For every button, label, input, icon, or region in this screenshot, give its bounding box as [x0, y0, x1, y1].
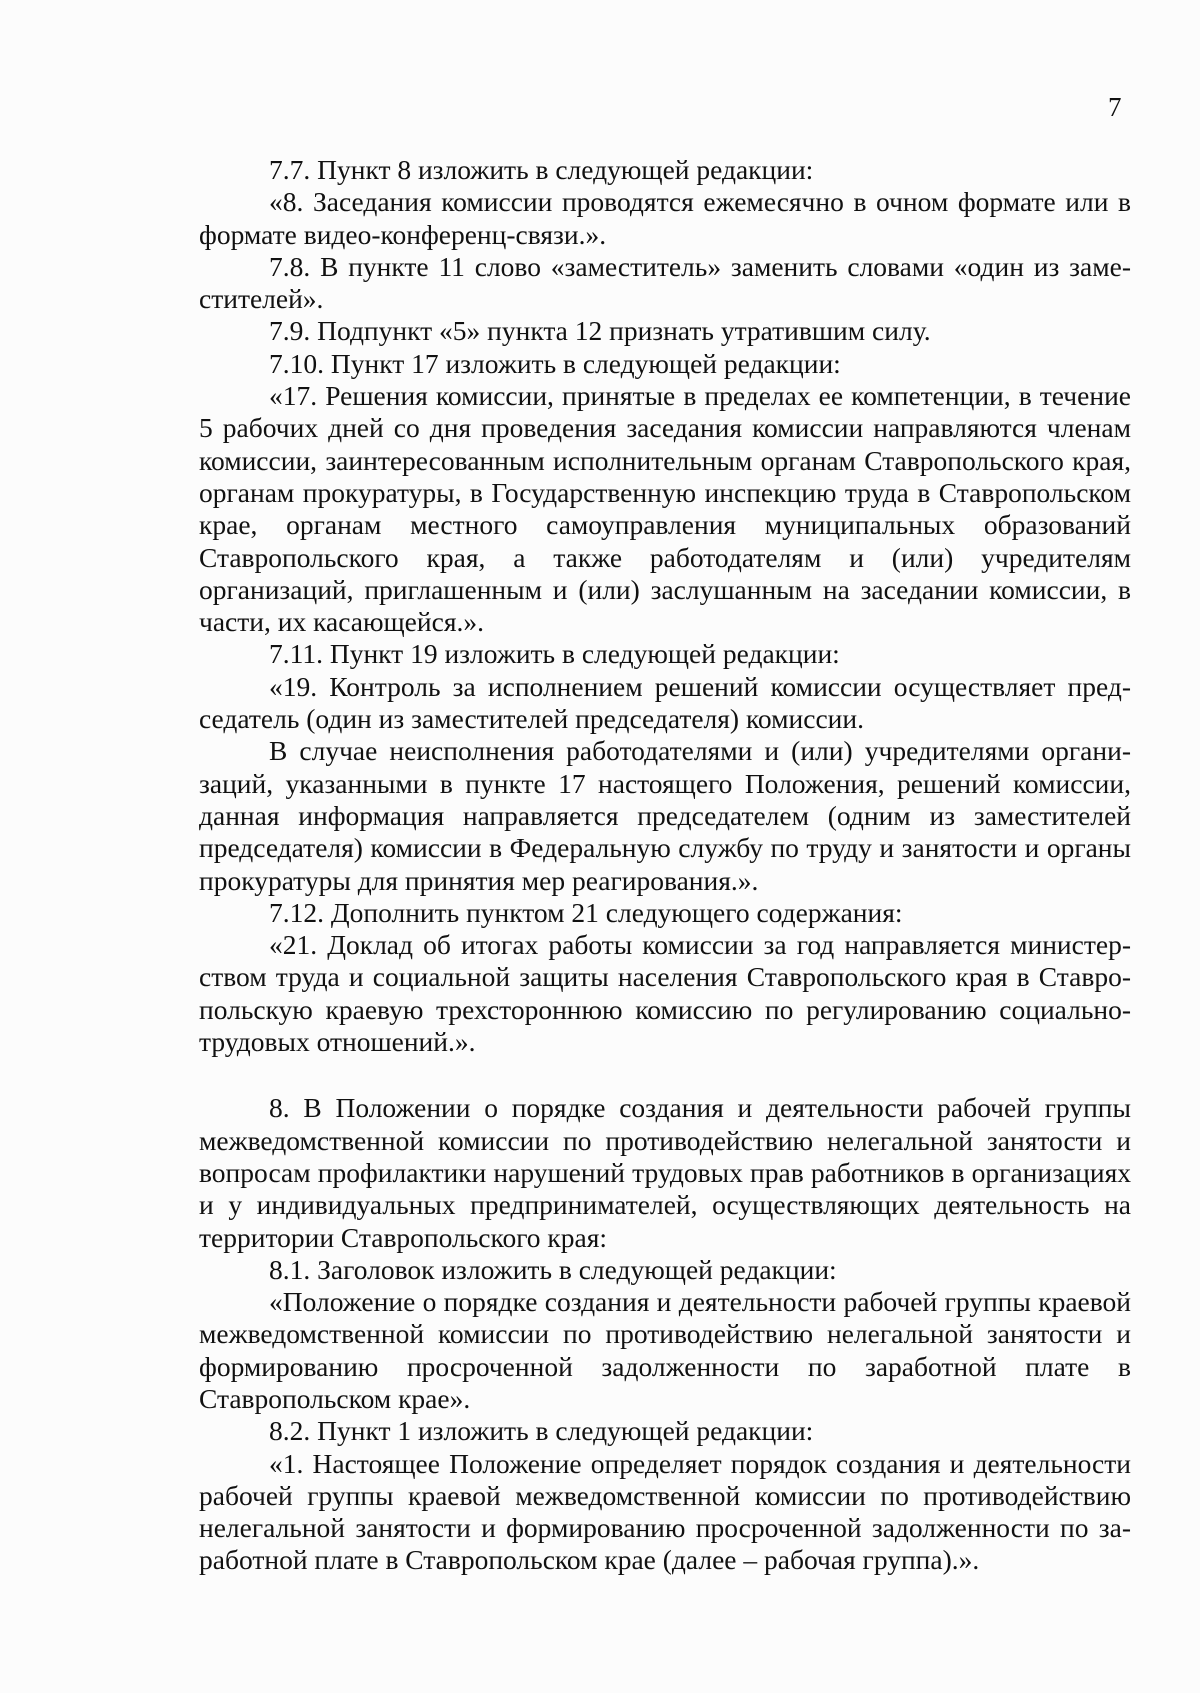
- paragraph: «1. Настоящее Положение определяет порядок создания и деятельности рабочей группы краевой межведомственной комиссии по противодействию нелегальной занятости и формированию просроченной задолженности по заработной плате в Ставропольском крае (далее – рабочая группа).».: [199, 1447, 1131, 1576]
- paragraph: 8. В Положении о порядке создания и деятельности рабочей группы межведомственной комиссии по противодействию нелегальной занятости и вопросам профилактики нарушений трудовых прав работников в организациях и у индивидуальных предпринимателей, осуществляющих деятельность на территории Ставропольского края:: [199, 1092, 1131, 1253]
- paragraph: 7.11. Пункт 19 изложить в следующей редакции:: [269, 638, 840, 670]
- paragraph: 7.10. Пункт 17 изложить в следующей редакции:: [269, 347, 841, 379]
- paragraph: 7.9. Подпункт «5» пункта 12 признать утратившим силу.: [269, 315, 931, 347]
- paragraph: 8.1. Заголовок изложить в следующей редакции:: [269, 1253, 837, 1285]
- paragraph: «21. Доклад об итогах работы комиссии за год направляется министерством труда и социальной защиты населения Ставропольского края в Ставропольскую краевую трехстороннюю комиссию по регулированию социально-трудовых отношений.».: [199, 929, 1131, 1058]
- paragraph: «8. Заседания комиссии проводятся ежемесячно в очном формате или в формате видео-конференц-связи.».: [199, 186, 1131, 250]
- paragraph: «Положение о порядке создания и деятельности рабочей группы краевой межведомственной комиссии по противодействию нелегальной занятости и формированию просроченной задолженности по заработной плате в Ставропольском крае».: [199, 1286, 1131, 1414]
- document-body: [199, 154, 1131, 1577]
- paragraph: 7.12. Дополнить пунктом 21 следующего содержания:: [269, 896, 903, 928]
- paragraph: 7.8. В пункте 11 слово «заместитель» заменить словами «один из заместителей».: [199, 250, 1131, 315]
- paragraph: 8.2. Пункт 1 изложить в следующей редакции:: [269, 1415, 814, 1447]
- paragraph: 7.7. Пункт 8 изложить в следующей редакции:: [269, 154, 814, 185]
- paragraph: «19. Контроль за исполнением решений комиссии осуществляет председатель (один из заместителей председателя) комиссии.: [199, 670, 1131, 735]
- paragraph: В случае неисполнения работодателями и (или) учредителями организаций, указанными в пункте 17 настоящего Положения, решений комиссии, данная информация направляется председателем (одним из заместителей председателя) комиссии в Федеральную службу по труду и занятости и органы прокуратуры для принятия мер реагирования.».: [199, 735, 1131, 896]
- page-number: 7: [1108, 92, 1122, 122]
- paragraph: «17. Решения комиссии, принятые в пределах ее компетенции, в течение 5 рабочих дней со дня проведения заседания комиссии направляются членам комиссии, заинтересованным исполнительным органам Ставропольского края, органам прокуратуры, в Государственную инспекцию труда в Ставропольском крае, органам местного самоуправления муниципальных образований Ставропольского края, а также работодателям и (или) учредителям организаций, приглашенным и (или) заслушанным на заседании комиссии, в части, их касающейся.».: [199, 380, 1131, 638]
